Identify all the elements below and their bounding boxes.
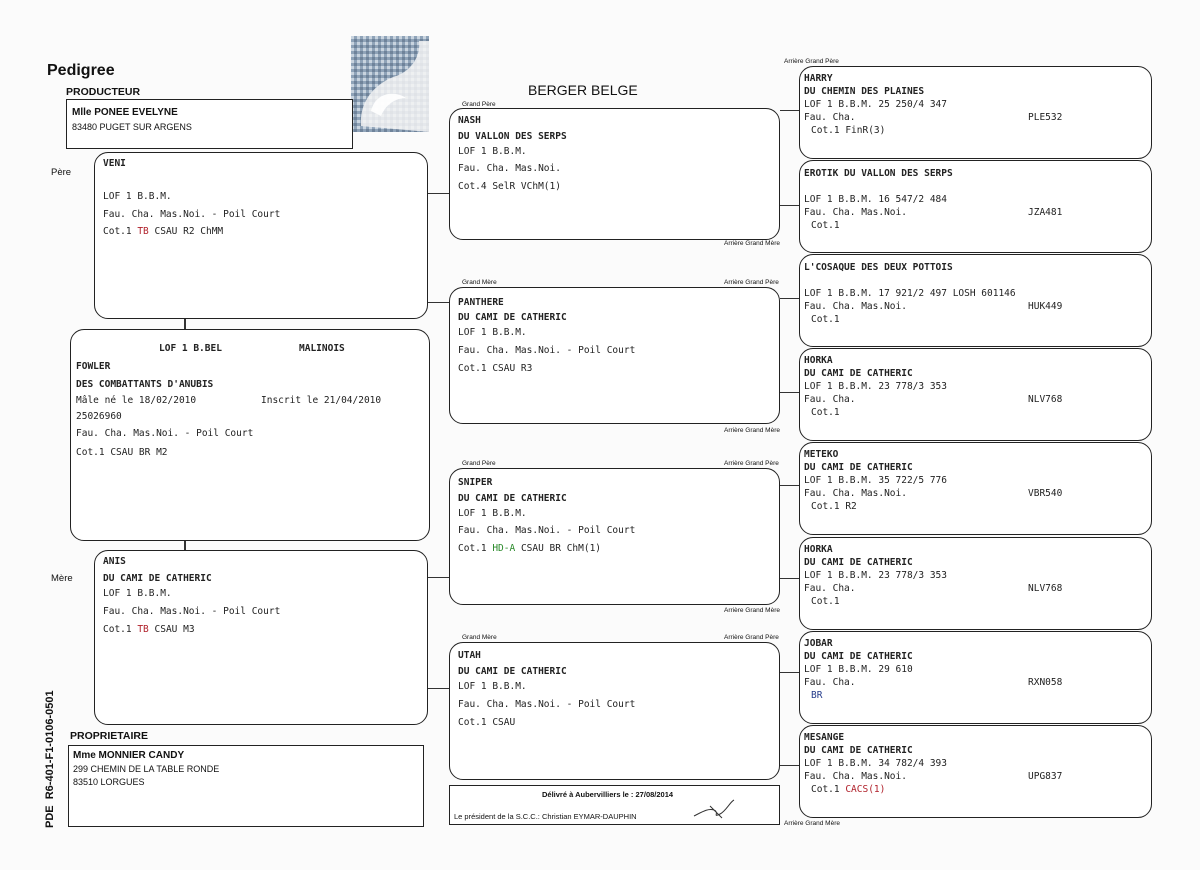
signature bbox=[690, 794, 740, 822]
ggp-cot: Cot.1 bbox=[811, 314, 840, 325]
ggp-header: Arrière Grand Mère bbox=[724, 240, 780, 247]
great-grandparent-box bbox=[799, 725, 1152, 818]
ggp-name: HARRY bbox=[804, 73, 833, 84]
grandparent-affix: DU CAMI DE CATHERIC bbox=[458, 493, 567, 504]
ggp-code: RXN058 bbox=[1028, 677, 1063, 688]
grandparent-box bbox=[449, 468, 780, 605]
ggp-code: VBR540 bbox=[1028, 488, 1063, 499]
ggp-lof: LOF 1 B.B.M. 34 782/4 393 bbox=[804, 758, 947, 769]
ggp-colors: Fau. Cha. Mas.Noi. bbox=[804, 207, 907, 218]
dam-lof: LOF 1 B.B.M. bbox=[103, 588, 172, 599]
side-code: PDE R6-401-F1-0106-0501 bbox=[44, 690, 56, 828]
gp4-header: Grand Mère bbox=[462, 634, 497, 641]
dam-name: ANIS bbox=[103, 556, 126, 567]
ggp-affix: DU CAMI DE CATHERIC bbox=[804, 745, 913, 756]
subject-lof: LOF 1 B.BEL bbox=[159, 343, 222, 354]
subject-id: 25026960 bbox=[76, 411, 122, 422]
ggp-code: UPG837 bbox=[1028, 771, 1063, 782]
grandparent-affix: DU CAMI DE CATHERIC bbox=[458, 312, 567, 323]
grandparent-lof: LOF 1 B.B.M. bbox=[458, 681, 527, 692]
ggp-lof: LOF 1 B.B.M. 29 610 bbox=[804, 664, 913, 675]
ggp-colors: Fau. Cha. Mas.Noi. bbox=[804, 488, 907, 499]
ggp-cot: BR bbox=[811, 690, 823, 701]
ggp-header: Arrière Grand Mère bbox=[784, 820, 840, 827]
producer-box bbox=[66, 99, 353, 149]
ggp-colors: Fau. Cha. bbox=[804, 394, 856, 405]
connector bbox=[428, 688, 450, 689]
ggp-cot: Cot.1 FinR(3) bbox=[811, 125, 886, 136]
grandparent-lof: LOF 1 B.B.M. bbox=[458, 508, 527, 519]
grandparent-cot: Cot.4 SelR VChM(1) bbox=[458, 181, 561, 192]
grandparent-box bbox=[449, 287, 780, 424]
grandparent-box bbox=[449, 108, 780, 240]
grandparent-cot: Cot.1 HD-A CSAU BR ChM(1) bbox=[458, 543, 602, 554]
great-grandparent-box bbox=[799, 66, 1152, 159]
scc-logo bbox=[351, 36, 429, 132]
ggp-colors: Fau. Cha. bbox=[804, 112, 856, 123]
sire-lof: LOF 1 B.B.M. bbox=[103, 191, 172, 202]
delivery-date: Délivré à Aubervilliers le : 27/08/2014 bbox=[542, 790, 674, 799]
ggp-code: PLE532 bbox=[1028, 112, 1063, 123]
great-grandparent-box bbox=[799, 254, 1152, 347]
grandparent-affix: DU CAMI DE CATHERIC bbox=[458, 666, 567, 677]
ggp-lof: LOF 1 B.B.M. 25 250/4 347 bbox=[804, 99, 947, 110]
ggp-colors: Fau. Cha. bbox=[804, 677, 856, 688]
sire-name: VENI bbox=[103, 158, 126, 169]
connector bbox=[428, 193, 450, 194]
dam-affix: DU CAMI DE CATHERIC bbox=[103, 573, 212, 584]
connector bbox=[780, 205, 800, 206]
grandparent-colors: Fau. Cha. Mas.Noi. - Poil Court bbox=[458, 525, 636, 536]
ggp-name: HORKA bbox=[804, 544, 833, 555]
ggp-header: Arrière Grand Père bbox=[784, 58, 839, 65]
ggp-affix: DU CAMI DE CATHERIC bbox=[804, 557, 913, 568]
grandparent-colors: Fau. Cha. Mas.Noi. - Poil Court bbox=[458, 345, 636, 356]
ggp-code: NLV768 bbox=[1028, 583, 1063, 594]
breed-title: BERGER BELGE bbox=[528, 82, 638, 98]
producer-address: 83480 PUGET SUR ARGENS bbox=[72, 122, 192, 132]
subject-registered: Inscrit le 21/04/2010 bbox=[261, 395, 382, 406]
great-grandparent-box bbox=[799, 631, 1152, 724]
grandparent-cot: Cot.1 CSAU R3 bbox=[458, 363, 533, 374]
ggp-affix: DU CAMI DE CATHERIC bbox=[804, 462, 913, 473]
grandparent-box bbox=[449, 642, 780, 780]
connector bbox=[780, 110, 800, 111]
great-grandparent-box bbox=[799, 348, 1152, 441]
ggp-code: HUK449 bbox=[1028, 301, 1063, 312]
connector bbox=[780, 392, 800, 393]
gp1-header: Grand Père bbox=[462, 101, 496, 108]
ggp-name: METEKO bbox=[804, 449, 839, 460]
ggp-code: JZA481 bbox=[1028, 207, 1063, 218]
owner-label: PROPRIETAIRE bbox=[70, 730, 148, 742]
document-title: Pedigree bbox=[47, 62, 115, 79]
ggp-header: Arrière Grand Père bbox=[724, 460, 779, 467]
owner-box bbox=[68, 745, 424, 827]
subject-colors: Fau. Cha. Mas.Noi. - Poil Court bbox=[76, 428, 254, 439]
grandparent-cot: Cot.1 CSAU bbox=[458, 717, 516, 728]
subject-name: FOWLER bbox=[76, 361, 111, 372]
gp3-header: Grand Père bbox=[462, 460, 496, 467]
dam-colors: Fau. Cha. Mas.Noi. - Poil Court bbox=[103, 606, 281, 617]
connector bbox=[780, 485, 800, 486]
ggp-affix: DU CHEMIN DES PLAINES bbox=[804, 86, 925, 97]
delivery-box bbox=[449, 785, 780, 825]
ggp-code: NLV768 bbox=[1028, 394, 1063, 405]
sire-label: Père bbox=[51, 167, 72, 178]
producer-label: PRODUCTEUR bbox=[66, 86, 141, 98]
ggp-lof: LOF 1 B.B.M. 16 547/2 484 bbox=[804, 194, 947, 205]
connector bbox=[780, 765, 800, 766]
subject-variety: MALINOIS bbox=[299, 343, 345, 354]
grandparent-colors: Fau. Cha. Mas.Noi. - Poil Court bbox=[458, 699, 636, 710]
ggp-colors: Fau. Cha. Mas.Noi. bbox=[804, 301, 907, 312]
owner-address2: 83510 LORGUES bbox=[73, 777, 145, 787]
ggp-lof: LOF 1 B.B.M. 17 921/2 497 LOSH 601146 bbox=[804, 288, 1016, 299]
grandparent-affix: DU VALLON DES SERPS bbox=[458, 131, 567, 142]
ggp-colors: Fau. Cha. Mas.Noi. bbox=[804, 771, 907, 782]
ggp-lof: LOF 1 B.B.M. 23 778/3 353 bbox=[804, 381, 947, 392]
ggp-header: Arrière Grand Mère bbox=[724, 607, 780, 614]
ggp-cot: Cot.1 bbox=[811, 596, 840, 607]
ggp-name: L'COSAQUE DES DEUX POTTOIS bbox=[804, 262, 953, 273]
ggp-affix: DU CAMI DE CATHERIC bbox=[804, 651, 913, 662]
ggp-colors: Fau. Cha. bbox=[804, 583, 856, 594]
dam-box bbox=[94, 550, 428, 725]
owner-name: Mme MONNIER CANDY bbox=[73, 750, 185, 761]
great-grandparent-box bbox=[799, 537, 1152, 630]
president-line: Le président de la S.C.C.: Christian EYMAR-DAUPHIN bbox=[454, 812, 637, 821]
subject-affix: DES COMBATTANTS D'ANUBIS bbox=[76, 379, 214, 390]
subject-cot: Cot.1 CSAU BR M2 bbox=[76, 447, 168, 458]
ggp-header: Arrière Grand Père bbox=[724, 634, 779, 641]
grandparent-name: SNIPER bbox=[458, 477, 493, 488]
grandparent-colors: Fau. Cha. Mas.Noi. bbox=[458, 163, 561, 174]
ggp-cot: Cot.1 CACS(1) bbox=[811, 784, 886, 795]
ggp-cot: Cot.1 bbox=[811, 220, 840, 231]
connector bbox=[428, 302, 450, 303]
subject-birth: Mâle né le 18/02/2010 bbox=[76, 395, 197, 406]
ggp-lof: LOF 1 B.B.M. 23 778/3 353 bbox=[804, 570, 947, 581]
connector bbox=[184, 318, 186, 329]
connector bbox=[184, 541, 186, 550]
great-grandparent-box bbox=[799, 442, 1152, 535]
ggp-name: MESANGE bbox=[804, 732, 845, 743]
dam-cot: Cot.1 TB CSAU M3 bbox=[103, 624, 195, 635]
subject-box bbox=[70, 329, 430, 541]
grandparent-lof: LOF 1 B.B.M. bbox=[458, 327, 527, 338]
connector bbox=[780, 578, 800, 579]
grandparent-name: PANTHERE bbox=[458, 297, 504, 308]
ggp-name: JOBAR bbox=[804, 638, 833, 649]
producer-name: Mlle PONEE EVELYNE bbox=[72, 107, 178, 118]
owner-address1: 299 CHEMIN DE LA TABLE RONDE bbox=[73, 764, 220, 774]
ggp-name: EROTIK DU VALLON DES SERPS bbox=[804, 168, 953, 179]
connector bbox=[428, 577, 450, 578]
ggp-name: HORKA bbox=[804, 355, 833, 366]
grandparent-lof: LOF 1 B.B.M. bbox=[458, 146, 527, 157]
connector bbox=[780, 298, 800, 299]
connector bbox=[780, 672, 800, 673]
ggp-affix: DU CAMI DE CATHERIC bbox=[804, 368, 913, 379]
grandparent-name: UTAH bbox=[458, 650, 481, 661]
ggp-header: Arrière Grand Père bbox=[724, 279, 779, 286]
ggp-cot: Cot.1 R2 bbox=[811, 501, 857, 512]
sire-colors: Fau. Cha. Mas.Noi. - Poil Court bbox=[103, 209, 281, 220]
ggp-cot: Cot.1 bbox=[811, 407, 840, 418]
grandparent-name: NASH bbox=[458, 115, 481, 126]
ggp-header: Arrière Grand Mère bbox=[724, 427, 780, 434]
great-grandparent-box bbox=[799, 160, 1152, 253]
sire-cot: Cot.1 TB CSAU R2 ChMM bbox=[103, 226, 224, 237]
gp2-header: Grand Mère bbox=[462, 279, 497, 286]
sire-box bbox=[94, 152, 428, 319]
dam-label: Mère bbox=[51, 573, 73, 584]
ggp-lof: LOF 1 B.B.M. 35 722/5 776 bbox=[804, 475, 947, 486]
